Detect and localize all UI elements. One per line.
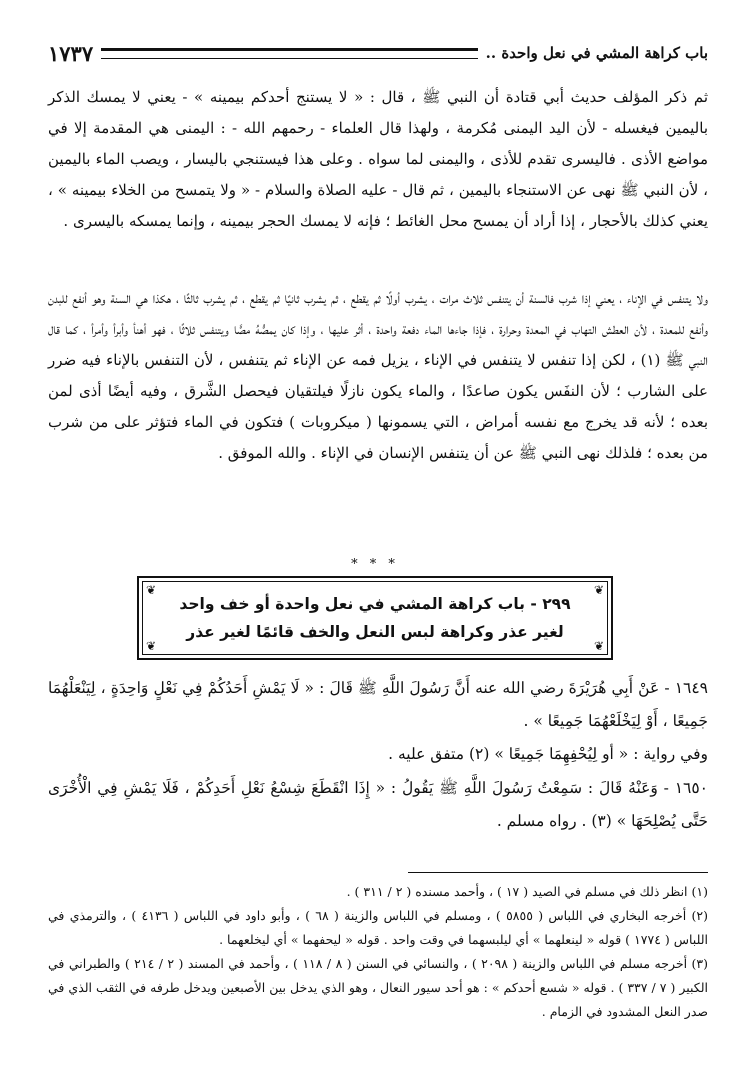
corner-ornament-icon: ❦ (145, 639, 157, 653)
corner-ornament-icon: ❦ (593, 639, 605, 653)
running-title: باب كراهة المشي في نعل واحدة .. (485, 44, 708, 62)
footnotes (48, 880, 708, 1024)
section-separator: * * * (351, 557, 399, 572)
hadith-1649-variant: وفي رواية : « أو لِيُحْفِهِمَا جَمِيعًا » (٢) متفق عليه . (388, 745, 708, 763)
hadith-1650: ١٦٥٠ - وَعَنْهُ قَالَ : سَمِعْتُ رَسُولَ اللَّهِ ﷺ يَقُولُ : « إِذَا انْقَطَعَ شِسْعُ نَعْلِ أَحَدِكُمْ ، فَلَا يَمْشِ فِي الْأُخْرَى حَتَّى يُصْلِحَهَا » (٣) . رواه مسلم . (48, 779, 708, 830)
page-header (48, 36, 708, 70)
chapter-title-line-2: لغير عذر وكراهة لبس النعل والخف قائمًا لغير عذر (186, 623, 564, 641)
commentary-paragraph-1: ثم ذكر المؤلف حديث أبي قتادة أن النبي ﷺ ، قال : « لا يستنج أحدكم بيمينه » - يعني لا يمسك الذكر باليمين فيغسله - لأن اليد اليمنى مُكرمة ، ولهذا قال العلماء - رحمهم الله - : اليمنى هي المقدمة إلا في مواضع الأذى . فاليسرى تقدم للأذى ، واليمنى لما سواه . وعلى هذا فيستنجي باليسار ، ويصب الماء باليمين ، لأن النبي ﷺ نهى عن الاستنجاء باليمين ، ثم قال - عليه الصلاة والسلام - « ولا يتمسح من الخلاء بيمينه » ، يعني كذلك بالأحجار ، إذا أراد أن يمسح محل الغائط ؛ فإنه لا يمسك الحجر بيمينه ، وإنما يمسكه باليسرى . (48, 88, 708, 230)
chapter-heading-frame (142, 581, 608, 655)
corner-ornament-icon: ❦ (145, 583, 157, 597)
chapter-heading-box (137, 576, 613, 660)
chapter-title-line-1: ٢٩٩ - باب كراهة المشي في نعل واحدة أو خف واحد (179, 595, 571, 613)
corner-ornament-icon: ❦ (593, 583, 605, 597)
hadith-1649: ١٦٤٩ - عَنْ أَبِي هُرَيْرَةَ رضي الله عنه أَنَّ رَسُولَ اللَّهِ ﷺ قَالَ : « لَا يَمْشِ أَحَدُكُمْ فِي نَعْلٍ وَاحِدَةٍ ، لِيَنْعَلْهُمَا جَمِيعًا ، أَوْ لِيَخْلَعْهُمَا جَمِيعًا » . (48, 679, 708, 730)
footnote-3: (٣) أخرجه مسلم في اللباس والزينة ( ٢٠٩٨ ) ، والنسائي في السنن ( ٨ / ١١٨ ) ، وأحمد في المسند ( ٢ / ٢١٤ ) والطبراني في الكبير ( ٧ / ٣٣٧ ) . قوله « شسع أحدكم » : هو أحد سيور النعال ، وهو الذي يدخل بين الأصبعين ويدخل طرفه في الثقب الذي في صدر النعل المشدود في الزمام . (48, 956, 708, 1019)
page-number: ١٧٣٧ (48, 40, 94, 66)
footnote-1: (١) انظر ذلك في مسلم في الصيد ( ١٧ ) ، وأحمد مسنده ( ٢ / ٣١١ ) . (346, 884, 708, 899)
header-rule (101, 48, 478, 59)
commentary-paragraph-2: ولا يتنفس في الإناء ، يعني إذا شرب فالسنة أن يتنفس ثلاث مرات ، يشرب أولًا ثم يقطع ، ثم يشرب ثانيًا ثم يقطع ، ثم يشرب ثالثًا ، هكذا هي السنة وهو أنفع للبدن وأنفع للمعدة ، لأن العطش التهاب في المعدة وحرارة ، فإذا جاءها الماء دفعة واحدة ، أثر عليها ، وإذا كان يمصُّهُ مصًّا ويتنفس ثلاثًا ، فهو أهنأ وأبرأ وأمرأ ، كما قال النبي ﷺ (١) ، لكن إذا تنفس لا يتنفس في الإناء ، يزيل فمه عن الإناء ثم يتنفس ، لأن التنفس بالإناء فيه ضرر على الشارب ؛ لأن النفَس يكون صاعدًا ، والماء يكون نازلًا فيلتقيان فيحصل الشَّرق ، وفيه أيضًا أذى لمن بعده ؛ لأنه قد يخرج مع نفسه أمراض ، التي يسمونها ( ميكروبات ) فتكون في الماء فتؤثر على من شرب من بعده ؛ فلذلك نهى النبي ﷺ عن أن يتنفس الإنسان في الإناء . والله الموفق . (48, 289, 708, 462)
footnote-2: (٢) أخرجه البخاري في اللباس ( ٥٨٥٥ ) ، ومسلم في اللباس والزينة ( ٦٨ ) ، وأبو داود في اللباس ( ٤١٣٦ ) ، والترمذي في اللباس ( ١٧٧٤ ) قوله « لينعلهما » أي ليلبسهما في وقت واحد . قوله « ليحفهما » أي ليخلعهما . (48, 908, 708, 947)
footnote-rule (408, 872, 708, 873)
